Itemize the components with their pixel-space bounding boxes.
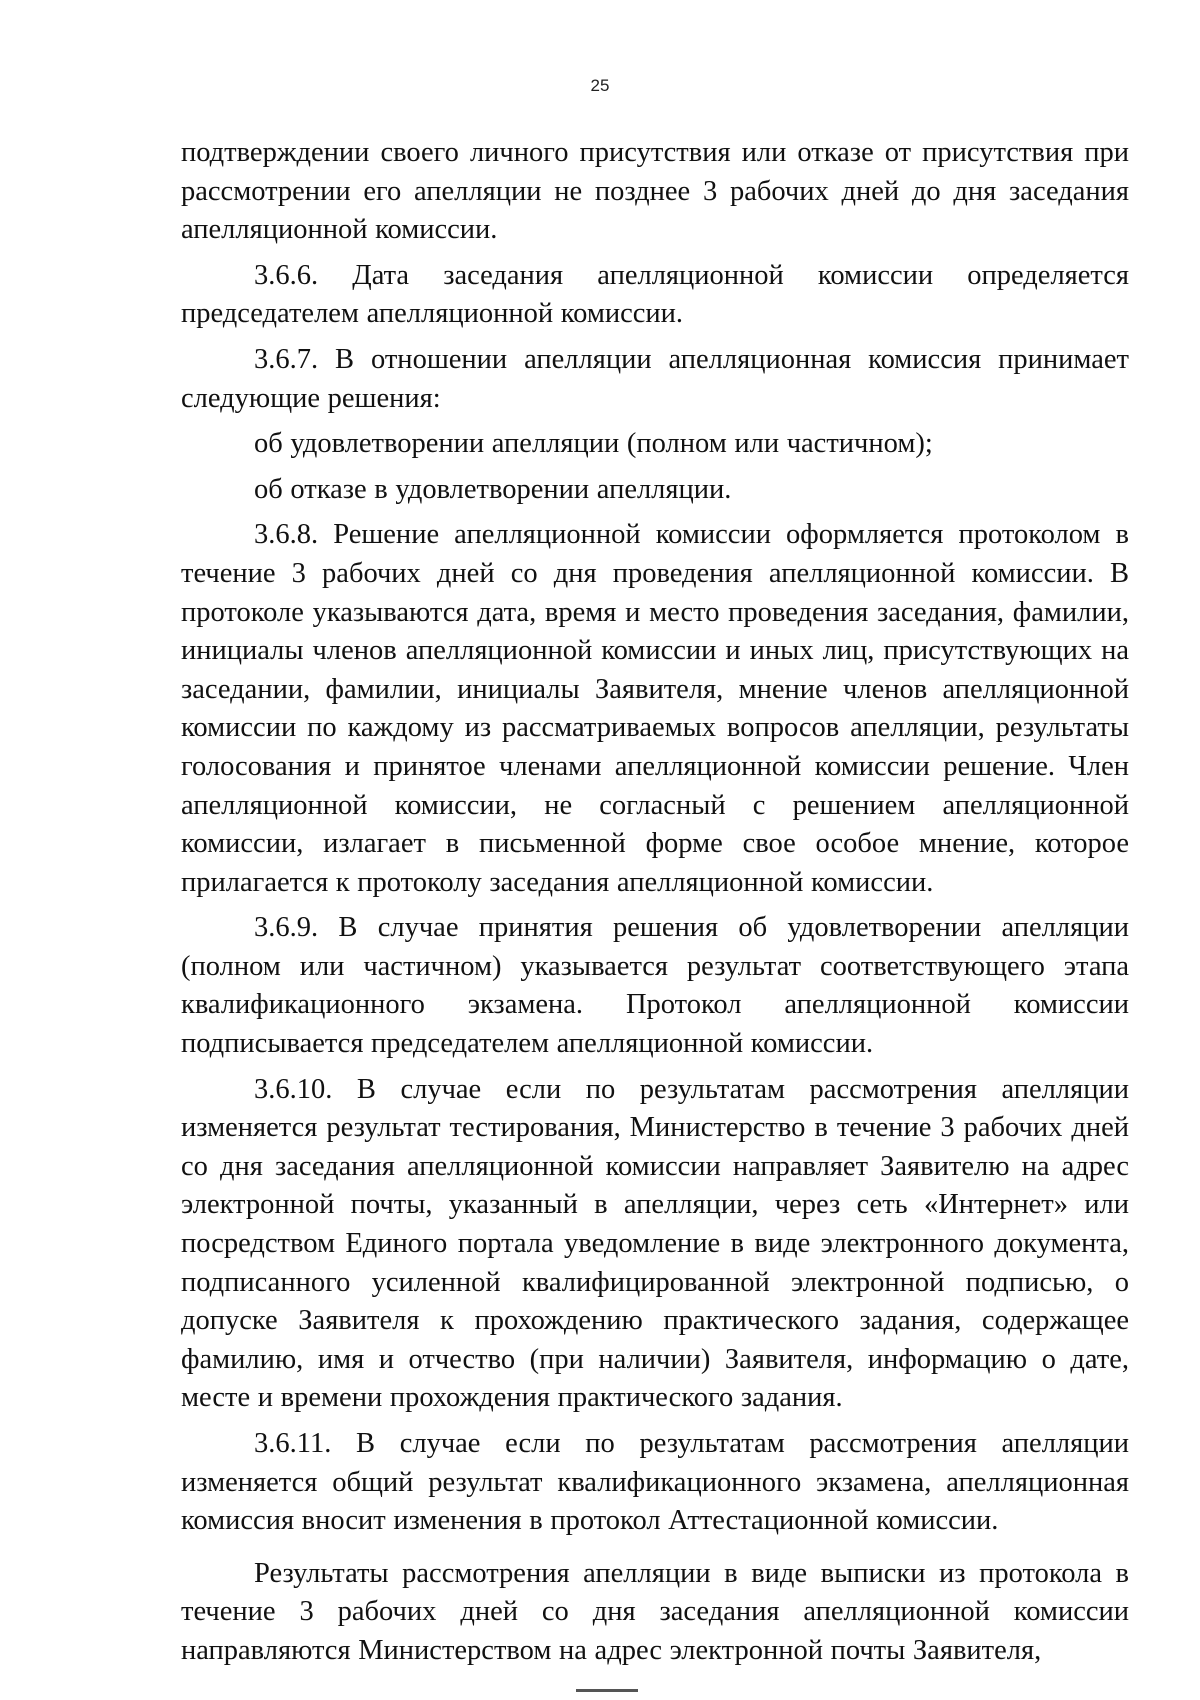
document-body (181, 134, 1129, 1671)
paragraph-3-6-11: 3.6.11. В случае если по результатам рассмотрения апелляции изменяется общий результат квалификационного экзамена, апелляционная комиссия вносит изменения в протокол Аттестационной комиссии. (181, 1428, 1129, 1537)
list-item-satisfy-appeal: об удовлетворении апелляции (полном или частичном); (254, 428, 933, 460)
paragraph-appeal-results: Результаты рассмотрения апелляции в виде выписки из протокола в течение 3 рабочих дней со дня заседания апелляционной комиссии направляются Министерством на адрес электронной почты Заявителя, (181, 1557, 1129, 1666)
paragraph-3-6-9: 3.6.9. В случае принятия решения об удовлетворении апелляции (полном или частичном) указывается результат соответствующего этапа квалификационного экзамена. Протокол апелляционной комиссии подписывается председателем апелляционной комиссии. (181, 912, 1129, 1060)
paragraph-3-6-6: 3.6.6. Дата заседания апелляционной комиссии определяется председателем апелляционной комиссии. (181, 259, 1129, 330)
paragraph-continuation: подтверждении своего личного присутствия или отказе от присутствия при рассмотрении его апелляции не позднее 3 рабочих дней до дня заседания апелляционной комиссии. (181, 137, 1129, 246)
page-number: 25 (590, 76, 610, 95)
paragraph-3-6-10: 3.6.10. В случае если по результатам рассмотрения апелляции изменяется результат тестирования, Министерство в течение 3 рабочих дней со дня заседания апелляционной комиссии направляет Заявителю на адрес электронной почты, указанный в апелляции, через сеть «Интернет» или посредством Единого портала уведомление в виде электронного документа, подписанного усиленной квалифицированной электронной подписью, о допуске Заявителя к прохождению практического задания, содержащее фамилию, имя и отчество (при наличии) Заявителя, информацию о дате, месте и времени прохождения практического задания. (181, 1073, 1129, 1414)
paragraph-3-6-8: 3.6.8. Решение апелляционной комиссии оформляется протоколом в течение 3 рабочих дней со дня проведения апелляционной комиссии. В протоколе указываются дата, время и место проведения заседания, фамилии, инициалы членов апелляционной комиссии и иных лиц, присутствующих на заседании, фамилии, инициалы Заявителя, мнение членов апелляционной комиссии по каждому из рассматриваемых вопросов апелляции, результаты голосования и принятое членами апелляционной комиссии решение. Член апелляционной комиссии, не согласный с решением апелляционной комиссии, излагает в письменной форме свое особое мнение, которое прилагается к протоколу заседания апелляционной комиссии. (181, 519, 1129, 898)
paragraph-3-6-7: 3.6.7. В отношении апелляции апелляционная комиссия принимает следующие решения: (181, 343, 1129, 414)
scan-edge-mark (576, 1689, 638, 1692)
list-item-reject-appeal: об отказе в удовлетворении апелляции. (254, 473, 732, 505)
